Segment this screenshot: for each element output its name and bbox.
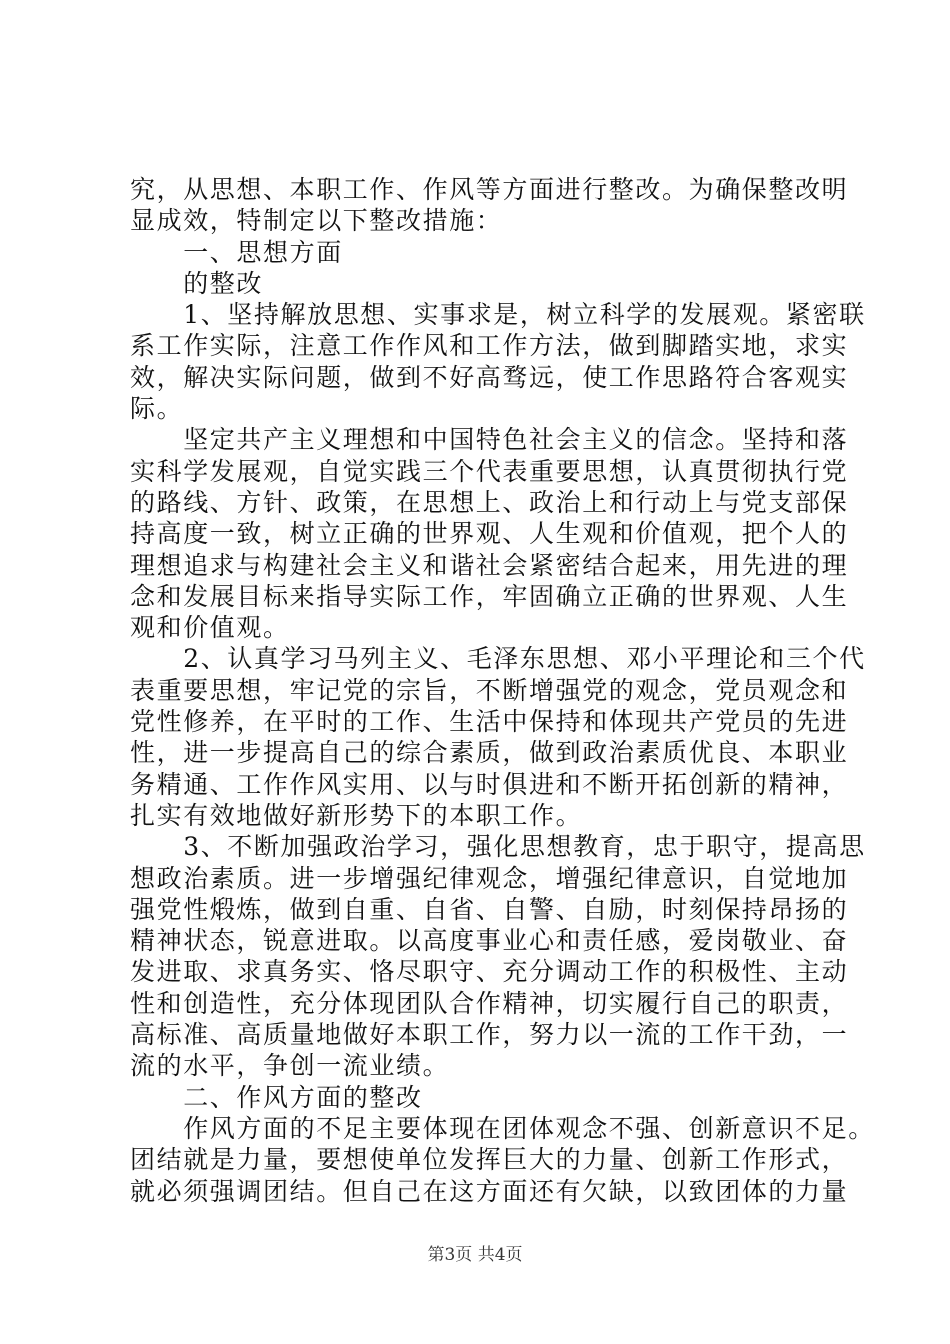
- text-line: 想政治素质。进一步增强纪律观念，增强纪律意识，自觉地加: [130, 863, 849, 893]
- document-body: [130, 174, 875, 1207]
- page-number-footer: 第3页 共4页: [427, 1245, 523, 1265]
- text-line: 就必须强调团结。但自己在这方面还有欠缺，以致团体的力量: [130, 1176, 849, 1206]
- text-line: 党性修养，在平时的工作、生活中保持和体现共产党员的先进: [130, 707, 849, 737]
- text-line: 发进取、求真务实、恪尽职守、充分调动工作的积极性、主动: [130, 957, 849, 987]
- section-heading: 的整改: [130, 268, 264, 298]
- text-line: 坚定共产主义理想和中国特色社会主义的信念。坚持和落: [130, 425, 849, 455]
- text-line: 效，解决实际问题，做到不好高骛远，使工作思路符合客观实: [130, 362, 849, 392]
- text-line: 强党性煅炼，做到自重、自省、自警、自励，时刻保持昂扬的: [130, 894, 849, 924]
- text-line: 团结就是力量，要想使单位发挥巨大的力量、创新工作形式，: [130, 1145, 849, 1175]
- text-line: 际。: [130, 394, 184, 424]
- text-line: 究，从思想、本职工作、作风等方面进行整改。为确保整改明: [130, 175, 849, 204]
- text-line: 表重要思想，牢记党的宗旨，不断增强党的观念，党员观念和: [130, 675, 849, 705]
- section-heading: 二、作风方面的整改: [130, 1082, 423, 1112]
- text-line: 务精通、工作作风实用、以与时俱进和不断开拓创新的精神，: [130, 769, 849, 799]
- text-line: 流的水平，争创一流业绩。: [130, 1051, 450, 1081]
- text-line: 持高度一致，树立正确的世界观、人生观和价值观，把个人的: [130, 519, 849, 549]
- text-line: 扎实有效地做好新形势下的本职工作。: [130, 800, 583, 830]
- text-line: 念和发展目标来指导实际工作，牢固确立正确的世界观、人生: [130, 581, 849, 611]
- text-line: 观和价值观。: [130, 613, 290, 643]
- text-line: 性和创造性，充分体现团队合作精神，切实履行自己的职责，: [130, 988, 849, 1018]
- text-line: 实科学发展观，自觉实践三个代表重要思想，认真贯彻执行党: [130, 456, 849, 486]
- text-line: 的路线、方针、政策，在思想上、政治上和行动上与党支部保: [130, 487, 849, 517]
- text-line: 显成效，特制定以下整改措施：: [130, 206, 503, 236]
- text-line: 3、不断加强政治学习，强化思想教育，忠于职守，提高思: [130, 832, 866, 862]
- text-line: 2、认真学习马列主义、毛泽东思想、邓小平理论和三个代: [130, 644, 866, 674]
- text-line: 作风方面的不足主要体现在团体观念不强、创新意识不足。: [130, 1113, 875, 1143]
- text-line: 性，进一步提高自己的综合素质，做到政治素质优良、本职业: [130, 738, 849, 768]
- text-line: 1、坚持解放思想、实事求是，树立科学的发展观。紧密联: [130, 300, 866, 330]
- section-heading: 一、思想方面: [130, 237, 343, 267]
- text-line: 高标准、高质量地做好本职工作，努力以一流的工作干劲，一: [130, 1020, 849, 1050]
- text-line: 系工作实际，注意工作作风和工作方法，做到脚踏实地，求实: [130, 331, 849, 361]
- text-line: 理想追求与构建社会主义和谐社会紧密结合起来，用先进的理: [130, 550, 849, 580]
- text-line: 精神状态，锐意进取。以高度事业心和责任感，爱岗敬业、奋: [130, 926, 849, 956]
